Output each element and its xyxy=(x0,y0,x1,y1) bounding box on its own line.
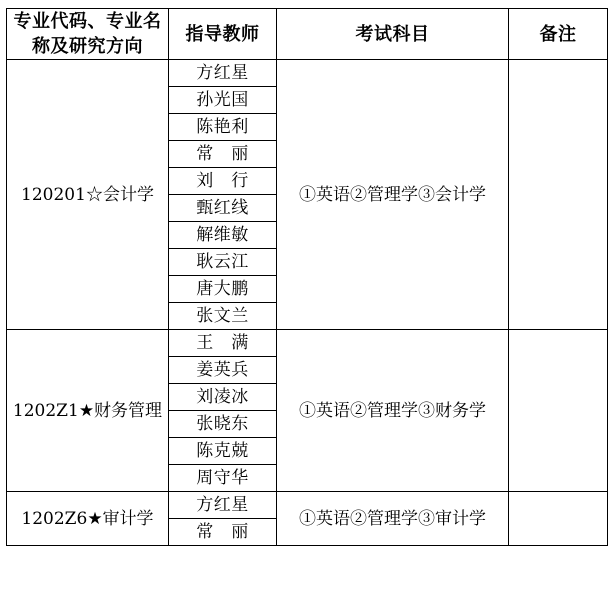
teacher-name: 张文兰 xyxy=(196,306,249,326)
remark xyxy=(509,492,608,546)
major-name: 120201☆会计学 xyxy=(7,60,169,330)
major-name: 1202Z1★财务管理 xyxy=(7,330,169,492)
exam-subjects: ①英语②管理学③审计学 xyxy=(277,492,509,546)
table-row xyxy=(7,330,608,492)
teacher-name: 周守华 xyxy=(196,468,249,488)
teacher-name: 常 丽 xyxy=(169,141,276,168)
teacher-list xyxy=(169,492,277,546)
teacher-subtable xyxy=(169,330,276,491)
teacher-name: 唐大鹏 xyxy=(169,276,276,303)
table-row xyxy=(7,60,608,330)
teacher-list xyxy=(169,330,277,492)
teacher-subtable xyxy=(169,60,276,329)
teacher-name: 甄红线 xyxy=(169,195,276,222)
teacher-name: 方红星 xyxy=(169,492,276,519)
header-subject: 考试科目 xyxy=(277,9,509,60)
teacher-name: 张晓东 xyxy=(169,411,276,438)
catalog-table xyxy=(6,8,608,546)
teacher-name: 王 满 xyxy=(169,330,276,357)
exam-subjects: ①英语②管理学③会计学 xyxy=(277,60,509,330)
teacher-name: 解维敏 xyxy=(169,222,276,249)
table-row xyxy=(7,492,608,546)
header-remark: 备注 xyxy=(509,9,608,60)
teacher-name: 常 丽 xyxy=(196,522,249,542)
header-teacher: 指导教师 xyxy=(169,9,277,60)
remark xyxy=(509,330,608,492)
teacher-list xyxy=(169,60,277,330)
header-major: 专业代码、专业名称及研究方向 xyxy=(7,9,169,60)
teacher-name: 方红星 xyxy=(169,60,276,87)
major-name: 1202Z6★审计学 xyxy=(7,492,169,546)
exam-subjects: ①英语②管理学③财务学 xyxy=(277,330,509,492)
teacher-name: 姜英兵 xyxy=(169,357,276,384)
table-header-row xyxy=(7,9,608,60)
teacher-name: 刘 行 xyxy=(169,168,276,195)
teacher-subtable xyxy=(169,492,276,545)
teacher-name: 耿云江 xyxy=(169,249,276,276)
teacher-name: 陈克兢 xyxy=(169,438,276,465)
remark xyxy=(509,60,608,330)
teacher-name: 孙光国 xyxy=(169,87,276,114)
teacher-name: 刘凌冰 xyxy=(169,384,276,411)
teacher-name: 陈艳利 xyxy=(169,114,276,141)
